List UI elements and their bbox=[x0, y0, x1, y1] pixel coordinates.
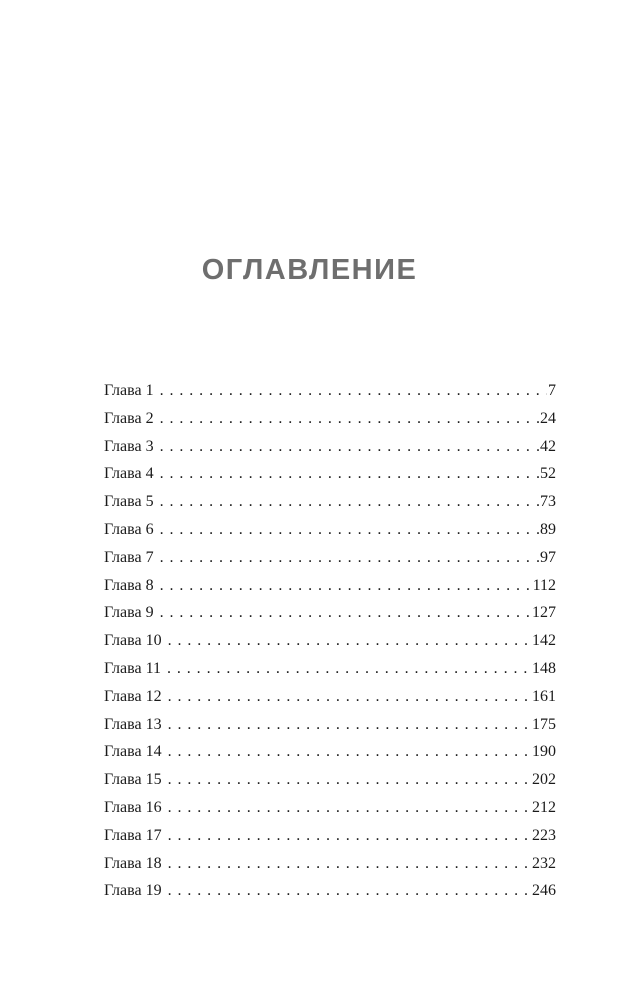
toc-entry-page: 202 bbox=[532, 771, 556, 789]
toc-entry[interactable] bbox=[104, 488, 556, 516]
toc-entry-page: 112 bbox=[532, 576, 556, 594]
toc-entry-label: Глава 14 bbox=[104, 743, 162, 761]
toc-entry[interactable] bbox=[104, 572, 556, 600]
toc-entry-page: .52 bbox=[536, 465, 556, 483]
dot-leader bbox=[160, 377, 547, 405]
toc-entry-page: 142 bbox=[532, 632, 556, 650]
dot-leader bbox=[160, 544, 535, 572]
toc-entry[interactable] bbox=[104, 544, 556, 572]
toc-entry-page: 246 bbox=[532, 882, 556, 900]
toc-entry[interactable] bbox=[104, 433, 556, 461]
toc-entry[interactable] bbox=[104, 738, 556, 766]
toc-entry[interactable] bbox=[104, 405, 556, 433]
toc-entry-label: Глава 18 bbox=[104, 854, 162, 872]
toc-entry-page: 232 bbox=[532, 854, 556, 872]
toc-entry-page: .89 bbox=[536, 520, 556, 538]
toc-entry[interactable] bbox=[104, 850, 556, 878]
toc-entry-label: Глава 4 bbox=[104, 465, 154, 483]
toc-entry-page: 148 bbox=[532, 659, 556, 677]
toc-entry-label: Глава 12 bbox=[104, 687, 162, 705]
toc-entry[interactable] bbox=[104, 711, 556, 739]
toc-entry-label: Глава 16 bbox=[104, 798, 162, 816]
dot-leader bbox=[160, 433, 535, 461]
toc-entry[interactable] bbox=[104, 822, 556, 850]
toc-entry-page: 127 bbox=[532, 604, 556, 622]
toc-entry-page: 7 bbox=[548, 382, 556, 399]
dot-leader bbox=[168, 877, 531, 905]
dot-leader bbox=[168, 766, 531, 794]
toc-entry[interactable] bbox=[104, 599, 556, 627]
toc-entry-label: Глава 9 bbox=[104, 604, 154, 622]
toc-entry-page: .97 bbox=[536, 548, 556, 566]
toc-entry[interactable] bbox=[104, 516, 556, 544]
toc-entry-page: 190 bbox=[532, 743, 556, 761]
toc-entry[interactable] bbox=[104, 460, 556, 488]
toc-entry-page: .42 bbox=[536, 437, 556, 455]
toc-entry-label: Глава 10 bbox=[104, 632, 162, 650]
toc-entry-label: Глава 5 bbox=[104, 493, 154, 511]
toc-entry-label: Глава 3 bbox=[104, 437, 154, 455]
toc-entry-label: Глава 15 bbox=[104, 771, 162, 789]
dot-leader bbox=[168, 794, 531, 822]
toc-entry[interactable] bbox=[104, 794, 556, 822]
toc-entry-label: Глава 6 bbox=[104, 520, 154, 538]
toc-entry-label: Глава 13 bbox=[104, 715, 162, 733]
toc-entry-label: Глава 1 bbox=[104, 382, 154, 399]
dot-leader bbox=[160, 516, 535, 544]
toc-entry[interactable] bbox=[104, 766, 556, 794]
toc-entry-page: 212 bbox=[532, 798, 556, 816]
toc-entry-label: Глава 17 bbox=[104, 826, 162, 844]
dot-leader bbox=[160, 572, 532, 600]
toc-entry[interactable] bbox=[104, 683, 556, 711]
toc-entry-label: Глава 7 bbox=[104, 548, 154, 566]
table-of-contents bbox=[104, 377, 556, 905]
dot-leader bbox=[168, 711, 531, 739]
toc-entry[interactable] bbox=[104, 655, 556, 683]
page-title: ОГЛАВЛЕНИЕ bbox=[201, 254, 418, 286]
dot-leader bbox=[168, 738, 531, 766]
dot-leader bbox=[168, 850, 531, 878]
dot-leader bbox=[167, 655, 531, 683]
toc-entry-page: 223 bbox=[532, 826, 556, 844]
dot-leader bbox=[160, 488, 535, 516]
toc-entry-page: 161 bbox=[532, 687, 556, 705]
toc-entry-page: 175 bbox=[532, 715, 556, 733]
toc-entry[interactable] bbox=[104, 627, 556, 655]
dot-leader bbox=[160, 405, 535, 433]
toc-entry[interactable] bbox=[104, 377, 556, 405]
toc-entry-page: .73 bbox=[536, 493, 556, 511]
toc-entry[interactable] bbox=[104, 877, 556, 905]
toc-entry-label: Глава 19 bbox=[104, 882, 162, 900]
dot-leader bbox=[168, 627, 531, 655]
dot-leader bbox=[160, 460, 535, 488]
toc-entry-label: Глава 11 bbox=[104, 659, 161, 677]
dot-leader bbox=[160, 599, 531, 627]
toc-entry-page: .24 bbox=[536, 409, 556, 427]
dot-leader bbox=[168, 822, 531, 850]
toc-entry-label: Глава 8 bbox=[104, 576, 154, 594]
dot-leader bbox=[168, 683, 531, 711]
toc-entry-label: Глава 2 bbox=[104, 409, 154, 427]
